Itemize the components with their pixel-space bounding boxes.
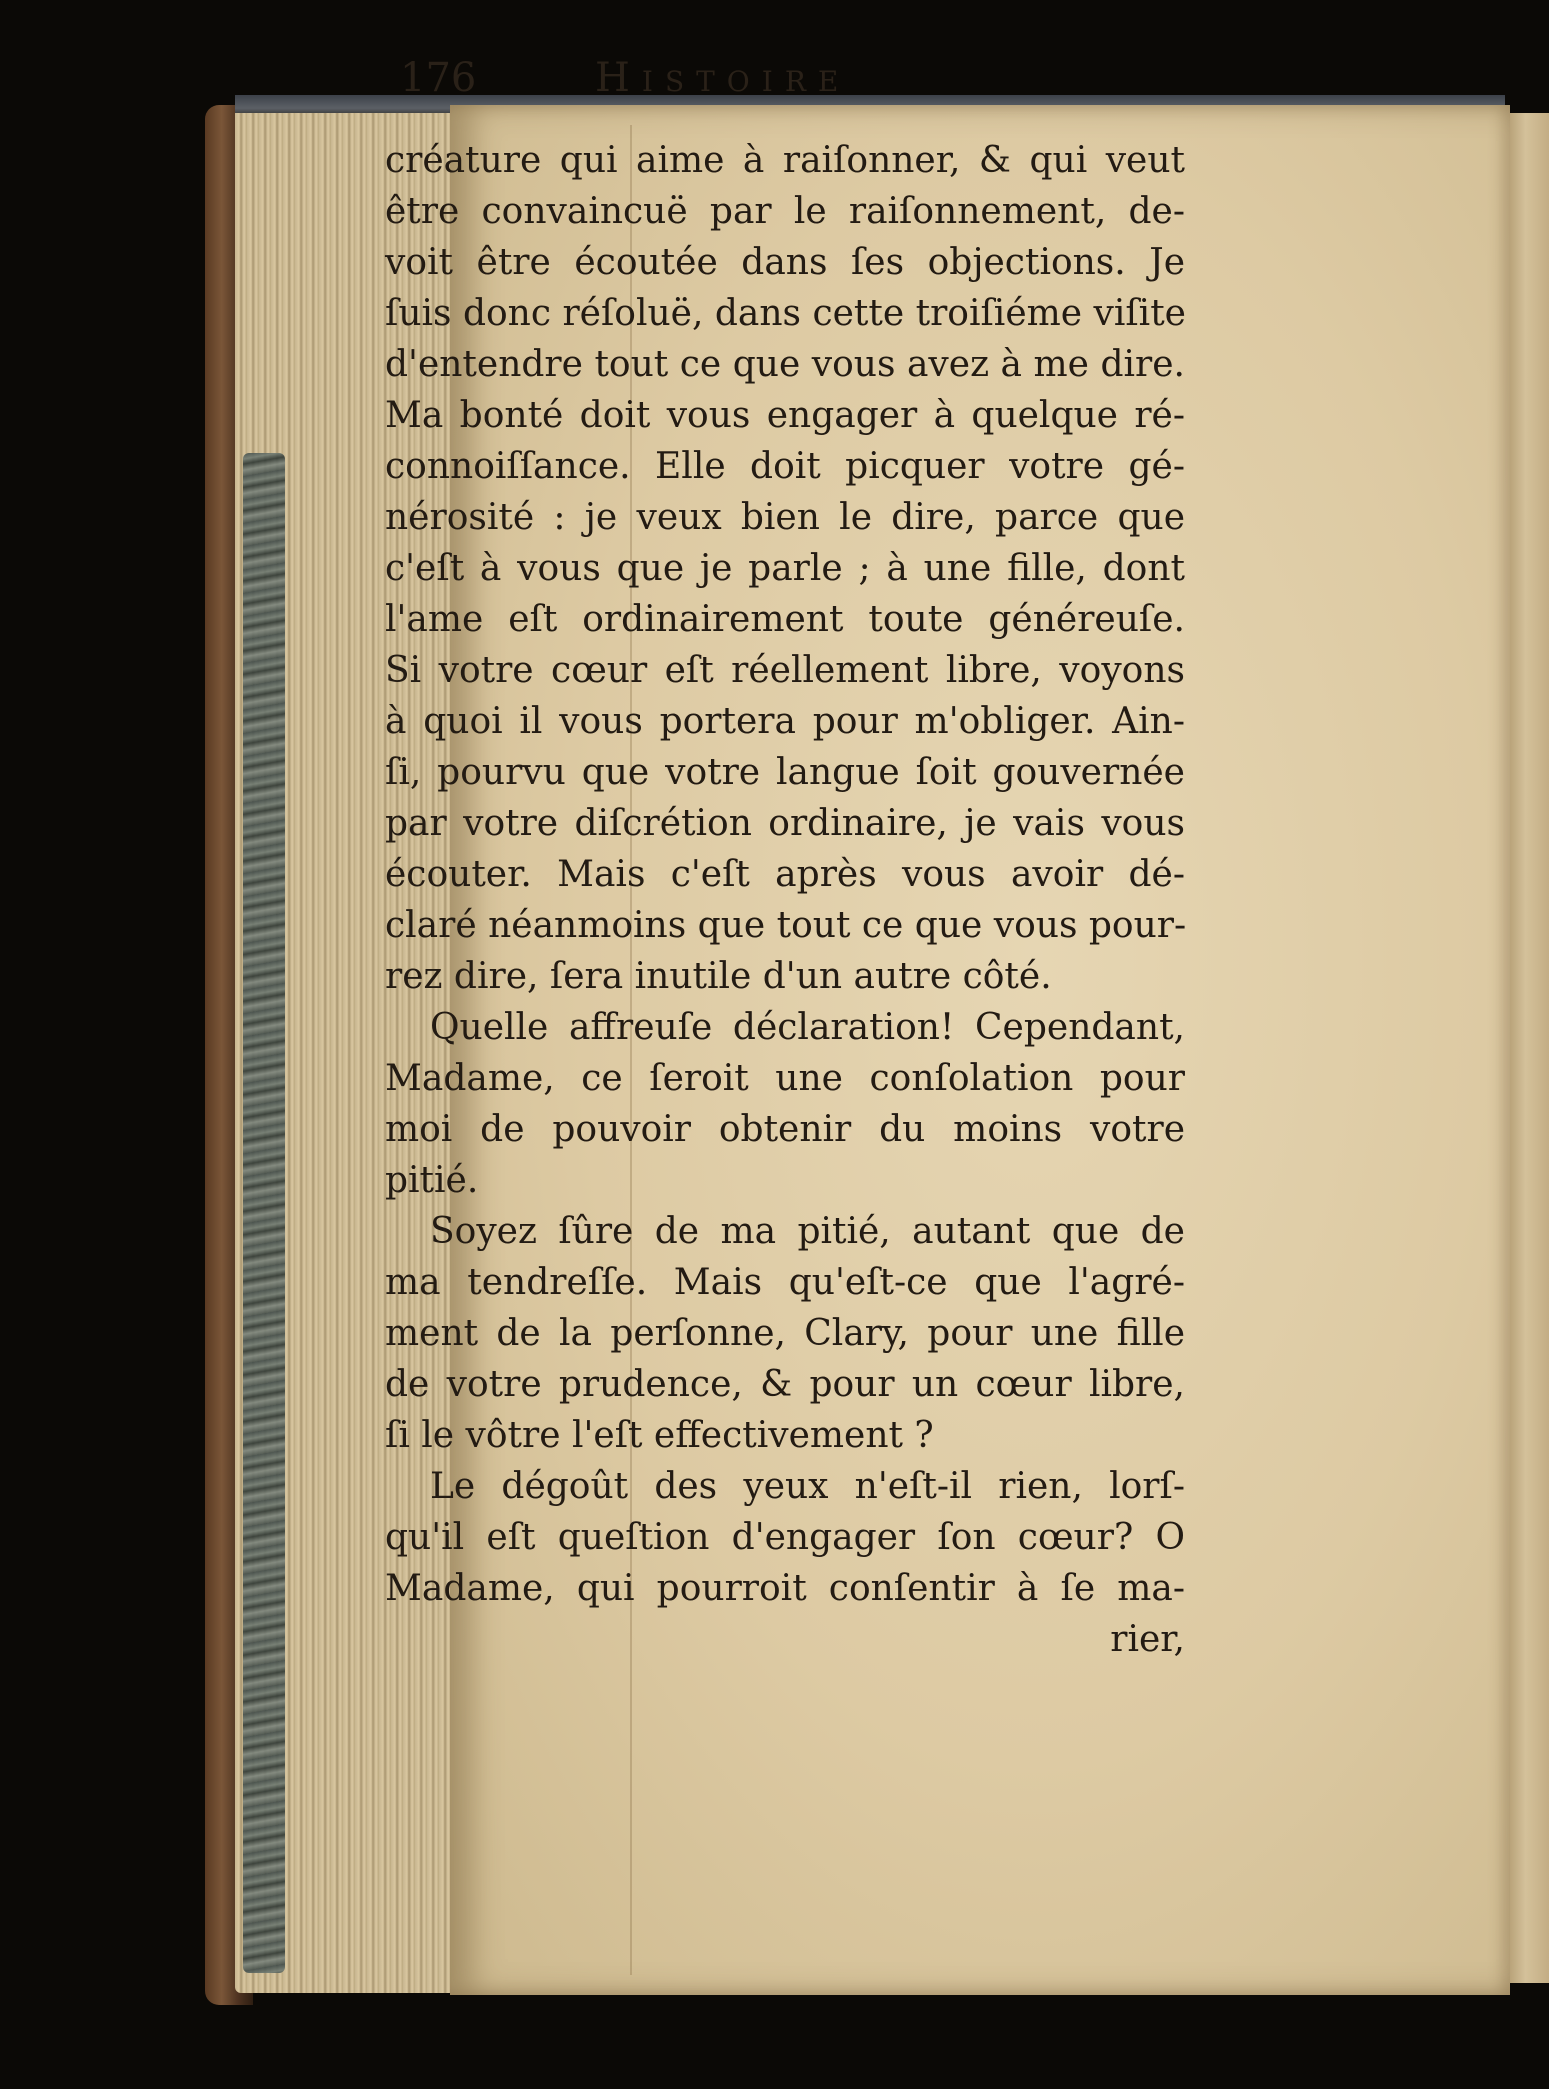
facing-page-edge <box>1510 113 1549 1983</box>
catchword: rier, <box>1110 1619 1185 1660</box>
marbled-edge <box>243 453 285 1973</box>
page-number: 176 <box>400 55 477 101</box>
text-line: créature qui aime à raiſonner, & qui veut <box>385 140 1185 181</box>
text-line: nérosité : je veux bien le dire, parce que <box>385 497 1185 538</box>
text-line: ſuis donc réſoluë, dans cette troiſiéme viſite <box>385 293 1186 334</box>
text-line: Si votre cœur eſt réellement libre, voyons <box>385 650 1185 691</box>
text-line: ment de la perſonne, Clary, pour une fille <box>385 1313 1185 1354</box>
text-line: Quelle affreuſe déclaration! Cependant, <box>430 1007 1185 1048</box>
text-line: Ma bonté doit vous engager à quelque ré- <box>385 395 1185 436</box>
text-line: à quoi il vous portera pour m'obliger. Ain- <box>385 701 1185 742</box>
text-line: être convaincuë par le raiſonnement, de- <box>385 191 1185 232</box>
body-text <box>385 135 1185 1665</box>
text-line: l'ame eſt ordinairement toute généreuſe. <box>385 599 1185 640</box>
text-line: Madame, ce ſeroit une conſolation pour <box>385 1058 1185 1099</box>
text-line: claré néanmoins que tout ce que vous pour- <box>385 905 1187 946</box>
text-line: moi de pouvoir obtenir du moins votre <box>385 1109 1185 1150</box>
text-line: d'entendre tout ce que vous avez à me dire. <box>385 344 1185 385</box>
text-line: voit être écoutée dans ſes objections. Je <box>385 242 1185 283</box>
text-line: ſi, pourvu que votre langue ſoit gouvernée <box>385 752 1185 793</box>
text-line: ma tendreſſe. Mais qu'eſt-ce que l'agré- <box>385 1262 1185 1303</box>
text-line: pitié. <box>385 1160 479 1201</box>
running-title: Histoire <box>595 55 851 101</box>
page-header <box>400 55 1180 115</box>
text-line: c'eſt à vous que je parle ; à une fille, dont <box>385 548 1185 589</box>
text-line: Madame, qui pourroit conſentir à ſe ma- <box>385 1568 1185 1609</box>
text-line: écouter. Mais c'eſt après vous avoir dé- <box>385 854 1185 895</box>
text-line: par votre diſcrétion ordinaire, je vais vous <box>385 803 1185 844</box>
text-line: rez dire, ſera inutile d'un autre côté. <box>385 956 1052 997</box>
text-line: Le dégoût des yeux n'eſt-il rien, lorſ- <box>430 1466 1185 1507</box>
text-line: qu'il eſt queſtion d'engager ſon cœur? O <box>385 1517 1185 1558</box>
text-line: Soyez ſûre de ma pitié, autant que de <box>430 1211 1185 1252</box>
text-line: de votre prudence, & pour un cœur libre, <box>385 1364 1185 1405</box>
text-line: ſi le vôtre l'eſt effectivement ? <box>385 1415 934 1456</box>
text-line: connoiſſance. Elle doit picquer votre gé- <box>385 446 1185 487</box>
